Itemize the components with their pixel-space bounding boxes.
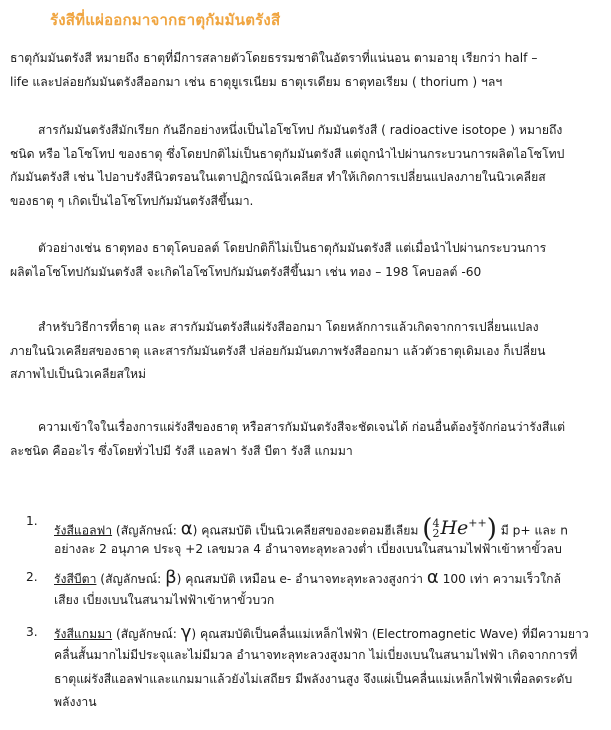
text-line: ผลิตไอโซโทปกัมมันตรังสี จะเกิดไอโซโทปกัมมันตรังสีขึ้นมา เช่น ทอง – 198 โคบอลต์ -60 <box>10 264 482 279</box>
text-line: พลังงาน <box>54 695 97 709</box>
helium-nucleus-formula: ( 4 2 He++) <box>422 514 497 545</box>
alpha-symbol: α <box>180 518 193 540</box>
paragraph-mechanism <box>10 316 602 387</box>
term-alpha-ray: รังสีแอลฟา <box>54 523 113 538</box>
text-line: ภายในนิวเคลียสของธาตุ และสารกัมมันตรังสี ปล่อยกัมมันตภาพรังสีออกมา แล้วตัวธาตุเดิมเอง ก็เปลี่ยน <box>10 343 546 358</box>
text-line: กัมมันตรังสี เช่น ไปอาบรังสีนิวตรอนในเตาปฏิกรณ์นิวเคลียส ทำให้เกิดการเปลี่ยนแปลงภายในนิวเคลียส <box>10 170 546 184</box>
text-line: life และปล่อยกัมมันตรังสีออกมา เช่น ธาตุยูเรเนียม ธาตุเรเดียม ธาตุทอเรียม ( thorium ) ฯลฯ <box>10 74 503 89</box>
text-line: ธาตุกัมมันตรังสี หมายถึง ธาตุที่มีการสลายตัวโดยธรรมชาติในอัตราที่แน่นอน ตามอายุ เรียกว่า half – <box>10 51 538 65</box>
text-line: ความเข้าใจในเรื่องการแผ่รังสีของธาตุ หรือสารกัมมันตรังสีจะชัดเจนได้ ก่อนอื่นต้องรู้จักก่อนว่ารังสีแต่ <box>38 420 566 434</box>
text-line: ของธาตุ ๆ เกิดเป็นไอโซโทปกัมมันตรังสีขึ้นมา. <box>10 193 254 208</box>
list-item-beta: 2. รังสีบีตา (สัญลักษณ์: β) คุณสมบัติ เหมือน e- อำนาจทะลุทะลวงสูงกว่า α 100 เท่า ความเร็วใกล้ เสียง เบี่ยงเบนในสนามไฟฟ้าเข้าหาขั้วบวก <box>24 566 604 613</box>
list-number: 2. <box>26 569 38 584</box>
paragraph-definition <box>10 47 602 94</box>
list-number: 1. <box>26 514 38 528</box>
text-line: ละชนิด คืออะไร ซึ่งโดยทั่วไปมี รังสี แอลฟา รังสี บีตา รังสี แกมมา <box>10 443 353 458</box>
text-line: สารกัมมันตรังสีมักเรียก กันอีกอย่างหนึ่งเป็นไอโซโทป กัมมันตรังสี ( radioactive isotope ) หมายถึง <box>38 123 563 137</box>
page-title: รังสีที่แผ่ออกมาจากธาตุกัมมันตรังสี <box>50 11 281 29</box>
radiation-types-list <box>24 510 604 715</box>
text-line: ตัวอย่างเช่น ธาตุทอง ธาตุโคบอลต์ โดยปกติก็ไม่เป็นธาตุกัมมันตรังสี แต่เมื่อนำไปผ่านกระบวนการ <box>38 241 547 255</box>
text-line: อย่างละ 2 อนุภาค ประจุ +2 เลขมวล 4 อำนาจทะลุทะลวงต่ำ เบี่ยงเบนในสนามไฟฟ้าเข้าหาขั้วลบ <box>54 542 562 556</box>
text-line: ชนิด หรือ ไอโซโทป ของธาตุ ซึ่งโดยปกติไม่เป็นธาตุกัมมันตรังสี แต่ถูกนำไปผ่านกระบวนการผลิตไอโซโทป <box>10 146 565 161</box>
term-beta-ray: รังสีบีตา <box>54 571 97 586</box>
term-gamma-ray: รังสีแกมมา <box>54 626 113 641</box>
paragraph-example <box>10 237 602 284</box>
alpha-symbol: α <box>426 566 439 588</box>
list-item-alpha: 1. รังสีแอลฟา (สัญลักษณ์: α) คุณสมบัติ เป็นนิวเคลียสของอะตอมฮีเลียม ( 4 2 He++) มี p+ และ n อย่างละ 2 อนุภาค ประจุ +2 เลขมวล 4 อำนาจทะลุทะลวงต่ำ เบี่ยงเบนในสนามไฟฟ้าเข้าหาขั้วลบ <box>24 510 604 562</box>
list-number: 3. <box>26 624 38 639</box>
paragraph-radioactive-isotope <box>10 119 602 213</box>
paragraph-types-intro <box>10 416 602 463</box>
gamma-symbol: γ <box>180 621 192 643</box>
list-item-gamma: 3. รังสีแกมมา (สัญลักษณ์: γ) คุณสมบัติเป็นคลื่นแม่เหล็กไฟฟ้า (Electromagnetic Wave) ที่มีความยาว คลื่นสั้นมากไม่มีประจุและไม่มีมวล อำนาจทะลุทะลวงสูงมาก ไม่เบี่ยงเบนในสนามไฟฟ้า เกิดจากการที่ ธาตุแผ่รังสีแอลฟาและแกมมาแล้วยังไม่เสถียร มีพลังงานสูง จึงแผ่เป็นคลื่นแม่เหล็กไฟฟ้าเพื่อลดระดับ พลังงาน <box>24 621 604 715</box>
text-line: สภาพไปเป็นนิวเคลียสใหม่ <box>10 367 147 381</box>
text-line: เสียง เบี่ยงเบนในสนามไฟฟ้าเข้าหาขั้วบวก <box>54 593 275 607</box>
text-line: คลื่นสั้นมากไม่มีประจุและไม่มีมวล อำนาจทะลุทะลวงสูงมาก ไม่เบี่ยงเบนในสนามไฟฟ้า เกิดจากการที่ <box>54 648 578 662</box>
text-line: ธาตุแผ่รังสีแอลฟาและแกมมาแล้วยังไม่เสถียร มีพลังงานสูง จึงแผ่เป็นคลื่นแม่เหล็กไฟฟ้าเพื่อลดระดับ <box>54 671 573 686</box>
text-line: สำหรับวิธีการที่ธาตุ และ สารกัมมันตรังสีแผ่รังสีออกมา โดยหลักการแล้วเกิดจากการเปลี่ยนแปลง <box>38 320 539 334</box>
beta-symbol: β <box>165 566 177 588</box>
